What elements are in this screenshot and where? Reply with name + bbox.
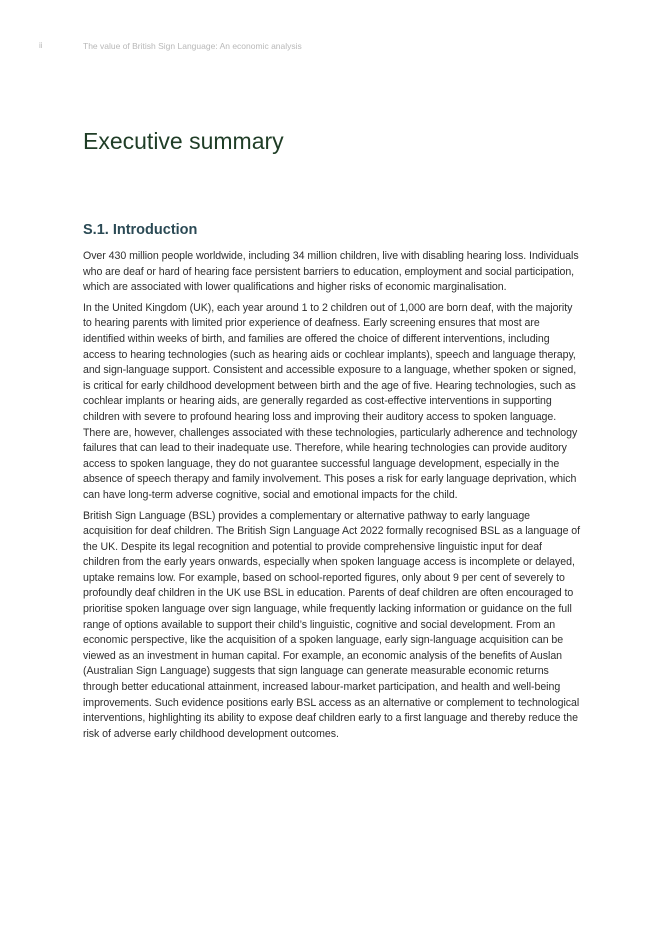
page-title: Executive summary: [83, 128, 284, 154]
paragraph: British Sign Language (BSL) provides a complementary or alternative pathway to early language acquisition for deaf children. The British Sign Language Act 2022 formally recognised BSL as a language of the UK. Despite its legal recognition and potential to provide comprehensive linguistic input for deaf children from the early years onwards, especially when spoken language access is incomplete or delayed, uptake remains low. For example, based on school-reported figures, only about 9 per cent of severely to profoundly deaf children in the UK use BSL in education. Parents of deaf children are often encouraged to prioritise spoken language over sign language, while frequently lacking information or guidance on the full range of options available to support their child’s linguistic, cognitive and social development. From an economic perspective, like the acquisition of a spoken language, early sign-language acquisition can be viewed as an investment in human capital. For example, an economic analysis of the benefits of Auslan (Australian Sign Language) suggests that sign language can generate measurable economic returns through better educational attainment, increased labour-market participation, and health and well-being improvements. Such evidence positions early BSL access as an alternative or complement to technological interventions, highlighting its ability to expose deaf children early to a first language and thereby reduce the risk of adverse early childhood development outcomes.: [83, 509, 581, 740]
page-number: ii: [39, 41, 43, 50]
page-header: [0, 40, 662, 54]
paragraph: Over 430 million people worldwide, including 34 million children, live with disabling hearing loss. Individuals who are deaf or hard of hearing face persistent barriers to education, employment and social participation, which are associated with lower qualifications and higher risks of economic marginalisation.: [83, 250, 579, 294]
section-heading: S.1. Introduction: [83, 222, 198, 238]
running-title: The value of British Sign Language: An economic analysis: [83, 41, 302, 51]
paragraph: In the United Kingdom (UK), each year around 1 to 2 children out of 1,000 are born deaf, with the majority to hearing parents with limited prior experience of deafness. Early screening ensures that most are identified within weeks of birth, and families are offered the choice of different interventions, including access to hearing technologies (such as hearing aids or cochlear implants), speech and language therapy, and sign-language support. Consistent and accessible exposure to a language, whether spoken or signed, is critical for early childhood development between birth and the age of five. Hearing technologies, such as cochlear implants or hearing aids, are generally regarded as cost-effective interventions in supporting children with severe to profound hearing loss and improving their auditory access to spoken language. There are, however, challenges associated with these technologies, particularly adherence and technology failures that can lead to their inadequate use. Therefore, while hearing technologies can provide auditory access to spoken language, they do not guarantee successful language development, especially in the absence of speech therapy and family involvement. This poses a risk for early language deprivation, which can have long-term adverse cognitive, social and emotional impacts for the child.: [83, 301, 578, 501]
section-body: [83, 249, 581, 747]
